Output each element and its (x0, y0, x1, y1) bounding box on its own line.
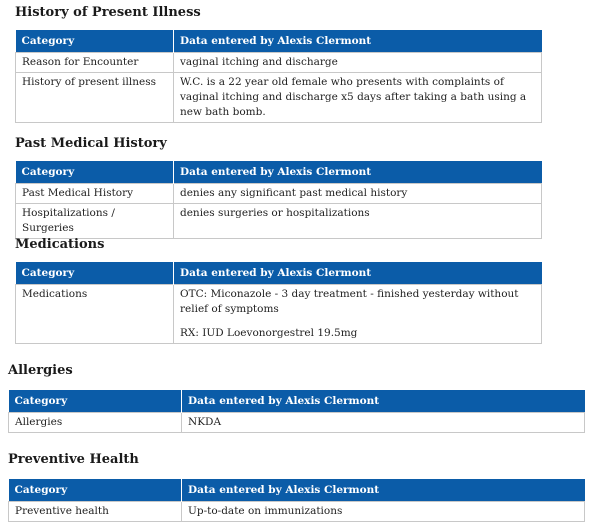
column-header-data-entered: Data entered by Alexis Clermont (174, 161, 542, 184)
section-title-history-present-illness: History of Present Illness (15, 5, 201, 20)
history-present-illness-table (15, 30, 542, 123)
table-row (16, 53, 542, 73)
preventive-health-table (8, 479, 585, 522)
table-row (16, 184, 542, 204)
value-cell: vaginal itching and discharge (174, 53, 542, 73)
table-row (16, 285, 542, 344)
value-cell (174, 285, 542, 344)
column-header-data-entered: Data entered by Alexis Clermont (174, 30, 542, 53)
medications-table (15, 262, 542, 344)
column-header-category: Category (9, 479, 182, 502)
column-header-category: Category (16, 161, 174, 184)
category-cell: Preventive health (9, 502, 182, 522)
value-cell: NKDA (182, 413, 585, 433)
section-title-allergies: Allergies (8, 363, 73, 378)
column-header-data-entered: Data entered by Alexis Clermont (174, 262, 542, 285)
category-cell: Hospitalizations / Surgeries (16, 204, 174, 239)
column-header-data-entered: Data entered by Alexis Clermont (182, 390, 585, 413)
table-header-row (16, 161, 542, 184)
otc-medication-text: OTC: Miconazole - 3 day treatment - finished yesterday without relief of symptoms (180, 288, 519, 315)
column-header-category: Category (16, 262, 174, 285)
section-title-past-medical-history: Past Medical History (15, 136, 167, 151)
value-cell: W.C. is a 22 year old female who presents with complaints of vaginal itching and discharge x5 days after taking a bath using a new bath bomb. (174, 73, 542, 123)
table-row (16, 204, 542, 239)
rx-medication-text: RX: IUD Loevonorgestrel 19.5mg (180, 327, 358, 339)
table-header-row (16, 30, 542, 53)
category-cell: Allergies (9, 413, 182, 433)
section-title-preventive-health: Preventive Health (8, 452, 139, 467)
past-medical-history-table (15, 161, 542, 239)
table-row (9, 502, 585, 522)
table-row (16, 73, 542, 123)
value-cell: denies surgeries or hospitalizations (174, 204, 542, 239)
table-header-row (16, 262, 542, 285)
table-row (9, 413, 585, 433)
category-cell: Past Medical History (16, 184, 174, 204)
value-cell: denies any significant past medical history (174, 184, 542, 204)
column-header-data-entered: Data entered by Alexis Clermont (182, 479, 585, 502)
section-title-medications: Medications (15, 237, 105, 252)
column-header-category: Category (9, 390, 182, 413)
category-cell: Reason for Encounter (16, 53, 174, 73)
value-cell: Up-to-date on immunizations (182, 502, 585, 522)
table-header-row (9, 390, 585, 413)
column-header-category: Category (16, 30, 174, 53)
category-cell: Medications (16, 285, 174, 344)
category-cell: History of present illness (16, 73, 174, 123)
table-header-row (9, 479, 585, 502)
allergies-table (8, 390, 585, 433)
